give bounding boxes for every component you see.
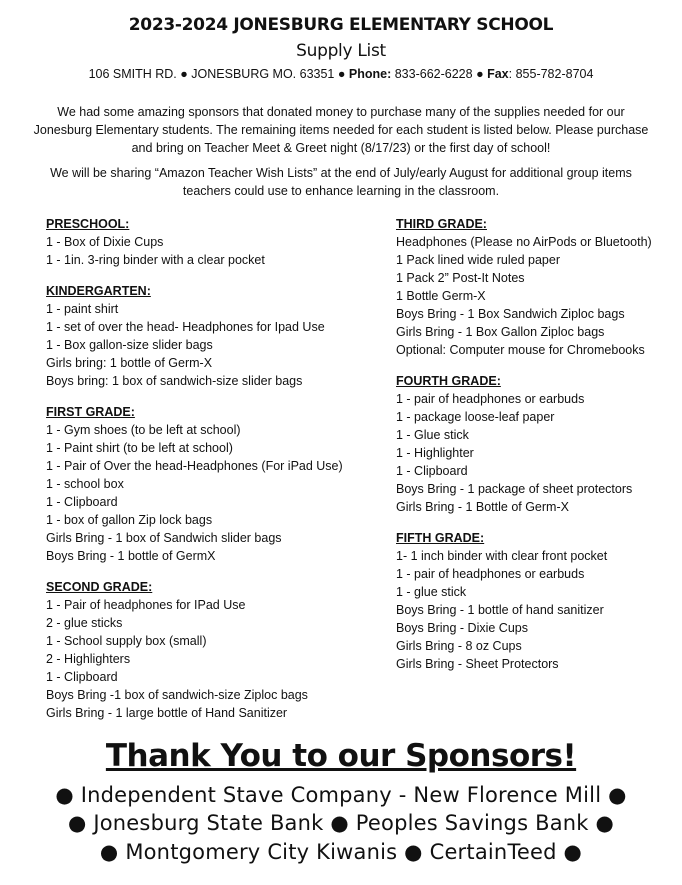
bullet-icon: ● (397, 840, 430, 864)
supply-item: 1- 1 inch binder with clear front pocket (396, 549, 608, 563)
supply-item: Boys Bring - 1 package of sheet protectors (396, 482, 633, 496)
bullet-icon: ● (588, 811, 615, 835)
supply-item: 1 Bottle Germ-X (396, 289, 486, 303)
supply-item: 1 - box of gallon Zip lock bags (46, 513, 213, 527)
supply-item: 1 - Pair of Over the head-Headphones (For iPad Use) (46, 459, 343, 473)
supply-item: Boys Bring - 1 Box Sandwich Ziploc bags (396, 307, 625, 321)
left-column (46, 215, 386, 735)
bullet-icon: ● (67, 811, 94, 835)
bullet-icon: ● (323, 811, 356, 835)
section-first-grade (46, 403, 386, 565)
supply-item: 1 Pack 2” Post-It Notes (396, 271, 525, 285)
supply-item: 1 - glue stick (396, 585, 467, 599)
supply-item: Boys Bring -1 box of sandwich-size Ziploc bags (46, 688, 308, 702)
supply-item: 1 - Paint shirt (to be left at school) (46, 441, 233, 455)
fax: : 855-782-8704 (508, 67, 594, 81)
bullet-icon: ● (601, 783, 627, 807)
right-column (396, 215, 681, 686)
sponsor: Jonesburg State Bank (93, 811, 324, 835)
supply-item: 2 - Highlighters (46, 652, 131, 666)
supply-item: 1 - Gym shoes (to be left at school) (46, 423, 241, 437)
sponsors-heading: Thank You to our Sponsors! (105, 738, 577, 774)
supply-item: 1 - School supply box (small) (46, 634, 207, 648)
supply-item: Boys Bring - 1 bottle of hand sanitizer (396, 603, 604, 617)
section-heading: FIFTH GRADE: (396, 531, 485, 545)
section-heading: KINDERGARTEN: (46, 284, 151, 298)
section-heading: FIRST GRADE: (46, 405, 135, 419)
supply-item: 1 Pack lined wide ruled paper (396, 253, 560, 267)
supply-item: Optional: Computer mouse for Chromebooks (396, 343, 645, 357)
intro-paragraph: We had some amazing sponsors that donated money to purchase many of the supplies needed for our Jonesburg Elementary students. The remaining items needed for each student is listed below. Please purchase and bring on Teacher Meet & Greet night (8/17/23) or the first day of school! (33, 105, 649, 155)
supply-item: 2 - glue sticks (46, 616, 123, 630)
school-title: 2023-2024 JONESBURG ELEMENTARY SCHOOL (128, 15, 554, 35)
supply-item: Headphones (Please no AirPods or Bluetooth) (396, 235, 652, 249)
section-heading: PRESCHOOL: (46, 217, 130, 231)
phone: 833-662-6228 (394, 67, 473, 81)
supply-item: 1 - school box (46, 477, 124, 491)
supply-item: 1 - 1in. 3-ring binder with a clear pocket (46, 253, 265, 267)
wishlist-paragraph: We will be sharing “Amazon Teacher Wish Lists” at the end of July/early August for additional group items teachers could use to enhance learning in the classroom. (50, 166, 632, 198)
fax-label: Fax (487, 67, 509, 81)
sponsor-line (0, 783, 682, 807)
section-fourth-grade (396, 372, 681, 516)
supply-item: 1 - Highlighter (396, 446, 474, 460)
supply-item: Girls Bring - 1 large bottle of Hand Sanitizer (46, 706, 288, 720)
bullet-icon: ● (99, 840, 126, 864)
sponsor: Peoples Savings Bank (355, 811, 589, 835)
bullet-icon: ● (55, 783, 81, 807)
section-second-grade (46, 578, 386, 722)
section-heading: SECOND GRADE: (46, 580, 153, 594)
supply-item: Girls Bring - 1 Bottle of Germ-X (396, 500, 569, 514)
supply-item: Girls Bring - Sheet Protectors (396, 657, 559, 671)
supply-item: Girls Bring - 1 Box Gallon Ziploc bags (396, 325, 605, 339)
supply-item: 1 - Clipboard (46, 495, 118, 509)
section-heading: THIRD GRADE: (396, 217, 487, 231)
section-third-grade (396, 215, 681, 359)
supply-item: 1 - pair of headphones or earbuds (396, 392, 585, 406)
supply-item: 1 - set of over the head- Headphones for Ipad Use (46, 320, 325, 334)
supply-item: Boys bring: 1 box of sandwich-size slider bags (46, 374, 303, 388)
sponsor-line (0, 840, 682, 864)
supply-item: 1 - Box gallon-size slider bags (46, 338, 213, 352)
supply-item: 1 - Clipboard (46, 670, 118, 684)
supply-item: 1 - Clipboard (396, 464, 468, 478)
sponsor: Montgomery City Kiwanis (125, 840, 398, 864)
bullet-icon: ● (176, 67, 192, 81)
section-heading: FOURTH GRADE: (396, 374, 501, 388)
contact-line (0, 67, 682, 81)
supply-item: Girls Bring - 8 oz Cups (396, 639, 522, 653)
section-fifth-grade (396, 529, 681, 673)
supply-item: 1 - pair of headphones or earbuds (396, 567, 585, 581)
sponsor: Independent Stave Company - New Florence Mill (80, 783, 602, 807)
supply-item: Girls Bring - 1 box of Sandwich slider bags (46, 531, 282, 545)
page-subtitle: Supply List (296, 41, 386, 61)
phone-label: Phone: (348, 67, 392, 81)
supply-item: 1 - Glue stick (396, 428, 469, 442)
supply-item: Girls bring: 1 bottle of Germ-X (46, 356, 213, 370)
supply-item: 1 - Pair of headphones for IPad Use (46, 598, 246, 612)
bullet-icon: ● (334, 67, 349, 81)
supply-item: 1 - package loose-leaf paper (396, 410, 555, 424)
sponsor-line (0, 811, 682, 835)
supply-item: Boys Bring - 1 bottle of GermX (46, 549, 216, 563)
supply-item: 1 - paint shirt (46, 302, 119, 316)
bullet-icon: ● (472, 67, 488, 81)
city: JONESBURG MO. 63351 (191, 67, 335, 81)
section-preschool (46, 215, 386, 269)
section-kindergarten (46, 282, 386, 390)
address: 106 SMITH RD. (88, 67, 177, 81)
supply-item: Boys Bring - Dixie Cups (396, 621, 528, 635)
sponsor: CertainTeed (429, 840, 557, 864)
supply-item: 1 - Box of Dixie Cups (46, 235, 164, 249)
bullet-icon: ● (556, 840, 583, 864)
